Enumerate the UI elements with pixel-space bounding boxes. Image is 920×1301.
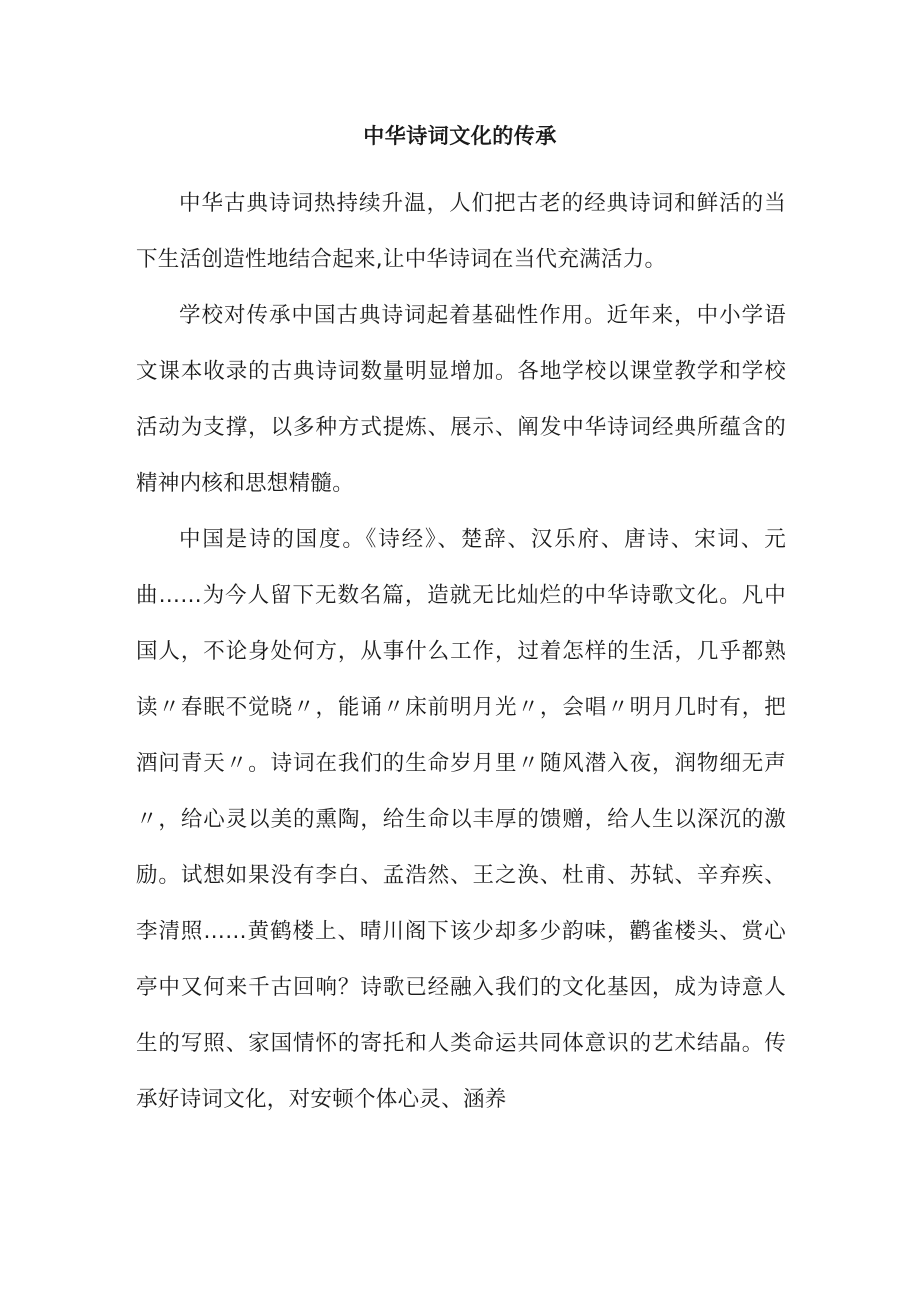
document-body: [136, 176, 786, 1128]
document-title: 中华诗词文化的传承: [363, 124, 557, 148]
paragraph-1: 中华古典诗词热持续升温，人们把古老的经典诗词和鲜活的当下生活创造性地结合起来,让中华诗词在当代充满活力。: [136, 191, 786, 272]
paragraph-3: 中国是诗的国度。《诗经》、楚辞、汉乐府、唐诗、宋词、元曲……为今人留下无数名篇，造就无比灿烂的中华诗歌文化。凡中国人，不论身处何方，从事什么工作，过着怎样的生活，几乎都熟读〃春眠不觉晓〃，能诵〃床前明月光〃，会唱〃明月几时有，把酒问青天〃。诗词在我们的生命岁月里〃随风潜入夜，润物细无声〃，给心灵以美的熏陶，给生命以丰厚的馈赠，给人生以深沉的激励。试想如果没有李白、孟浩然、王之涣、杜甫、苏轼、辛弃疾、李清照……黄鹤楼上、晴川阁下该少却多少韵味，鹳雀楼头、赏心亭中又何来千古回响？诗歌已经融入我们的文化基因，成为诗意人生的写照、家国情怀的寄托和人类命运共同体意识的艺术结晶。传承好诗词文化，对安顿个体心灵、涵养: [136, 527, 786, 1112]
paragraph-2: 学校对传承中国古典诗词起着基础性作用。近年来，中小学语文课本收录的古典诗词数量明显增加。各地学校以课堂教学和学校活动为支撑，以多种方式提炼、展示、阐发中华诗词经典所蕴含的精神内核和思想精髓。: [136, 303, 786, 496]
